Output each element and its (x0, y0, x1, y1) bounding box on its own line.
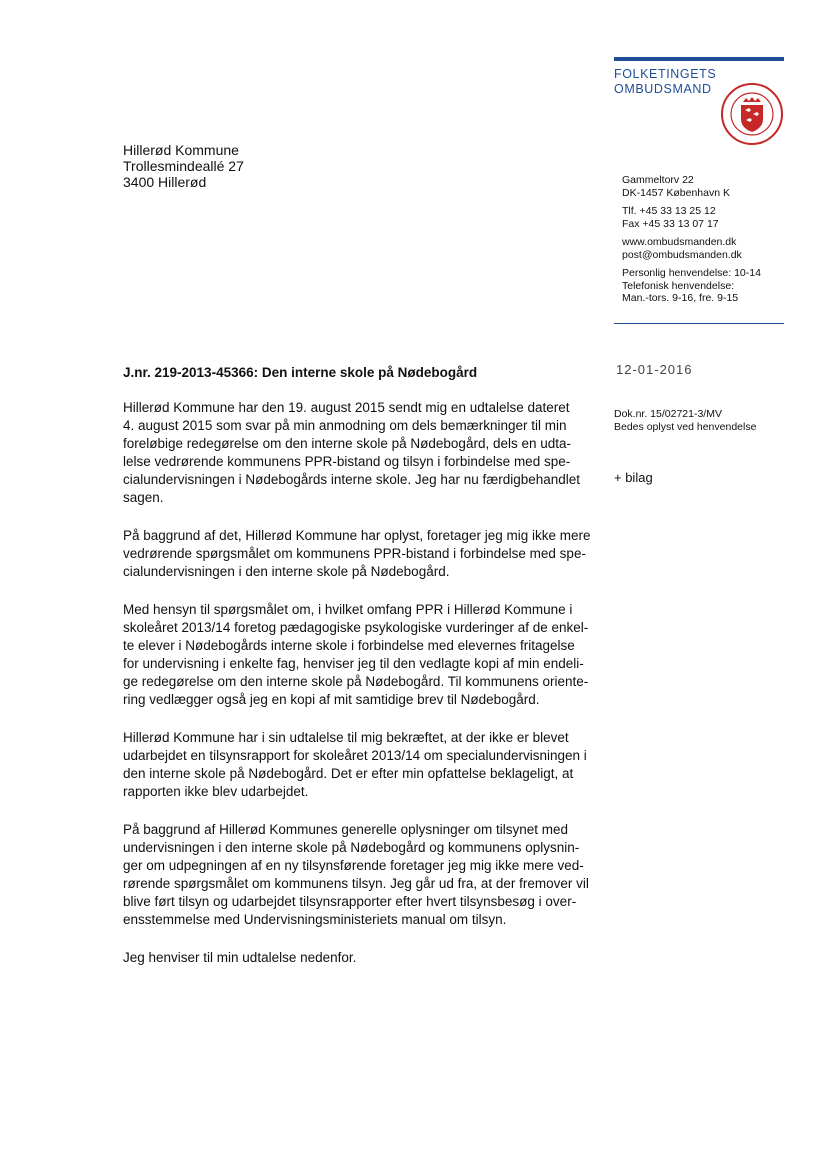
email-link[interactable]: post@ombudsmanden.dk (622, 248, 742, 261)
hours-line: Personlig henvendelse: 10-14 (622, 267, 761, 279)
doc-number: Dok.nr. 15/02721-3/MV (614, 408, 722, 420)
body-paragraph (123, 729, 587, 801)
sender-hours (622, 267, 761, 305)
paragraph-line: 4. august 2015 som svar på min anmodning om dels bemærkninger til min (123, 418, 567, 433)
paragraph-line: Med hensyn til spørgsmålet om, i hvilket omfang PPR i Hillerød Kommune i (123, 602, 573, 617)
paragraph-line: På baggrund af Hillerød Kommunes generelle oplysninger om tilsynet med (123, 822, 568, 837)
paragraph-line: undervisningen i den interne skole på Nødebogård og kommunens oplysnin- (123, 840, 580, 855)
subject-line: J.nr. 219-2013-45366: Den interne skole på Nødebogård (123, 365, 478, 380)
paragraph-line: På baggrund af det, Hillerød Kommune har oplyst, foretager jeg mig ikke mere (123, 528, 591, 543)
letter-date: 12-01-2016 (616, 362, 693, 377)
sender-web (622, 236, 761, 261)
paragraph-line: blive ført tilsyn og udarbejdet tilsynsrapporter efter hvert tilsynsbesøg i over- (123, 894, 577, 909)
hours-line: Telefonisk henvendelse: (622, 279, 735, 292)
paragraph-line: udarbejdet en tilsynsrapport for skoleåret 2013/14 om specialundervisningen i (123, 748, 587, 763)
paragraph-line: sagen. (123, 490, 164, 505)
sender-phone (622, 205, 761, 230)
paragraph-line: for undervisning i enkelte fag, henviser jeg til den vedlagte kopi af min endeli- (123, 656, 584, 671)
paragraph-line: Jeg henviser til min udtalelse nedenfor. (123, 950, 357, 965)
paragraph-line: den interne skole på Nødebogård. Det er efter min opfattelse beklageligt, at (123, 766, 574, 781)
hours-line: Man.-tors. 9-16, fre. 9-15 (622, 292, 739, 304)
paragraph-line: cialundervisningen i den interne skole på Nødebogård. (123, 564, 450, 579)
body-paragraph (123, 399, 583, 507)
doc-note: Bedes oplyst ved henvendelse (614, 421, 757, 433)
body-paragraph (123, 949, 583, 967)
paragraph-line: lelse vedrørende kommunens PPR-bistand og tilsyn i forbindelse med spe- (123, 454, 571, 469)
paragraph-line: skoleåret 2013/14 foretog pædagogiske psykologiske vurderinger af de enkel- (123, 620, 589, 635)
paragraph-line: vedrørende spørgsmålet om kommunens PPR-bistand i forbindelse med spe- (123, 546, 586, 561)
sender-address (622, 174, 761, 199)
address-line: DK-1457 København K (622, 186, 730, 199)
recipient-line: 3400 Hillerød (123, 174, 207, 190)
sender-contact (622, 174, 761, 311)
attachment-note: + bilag (614, 470, 653, 485)
body-paragraph (123, 527, 591, 581)
header-rule-top (614, 57, 784, 61)
paragraph-line: te elever i Nødebogårds interne skole i forbindelse med elevernes fritagelse (123, 638, 575, 653)
body-paragraph (123, 821, 589, 929)
paragraph-line: ring vedlægger også jeg en kopi af mit samtidige brev til Nødebogård. (123, 692, 540, 707)
paragraph-line: ge redegørelse om den interne skole på Nødebogård. Til kommunens oriente- (123, 674, 589, 689)
body-paragraph (123, 601, 589, 709)
seal-logo (720, 82, 784, 146)
document-reference (614, 408, 756, 434)
website-link[interactable]: www.ombudsmanden.dk (622, 236, 737, 248)
phone-line: Tlf. +45 33 13 25 12 (622, 205, 716, 217)
address-line: Gammeltorv 22 (622, 174, 694, 186)
paragraph-line: foreløbige redegørelse om den interne skole på Nødebogård, dels en udta- (123, 436, 572, 451)
recipient-line: Hillerød Kommune (123, 142, 239, 158)
paragraph-line: Hillerød Kommune har i sin udtalelse til mig bekræftet, at der ikke er blevet (123, 730, 569, 745)
sender-name (614, 67, 716, 97)
paragraph-line: ensstemmelse med Undervisningsministeriets manual om tilsyn. (123, 912, 507, 927)
paragraph-line: rørende spørgsmålet om kommunens tilsyn. Jeg går ud fra, at der fremover vil (123, 876, 589, 891)
sender-name-line1: FOLKETINGETS (614, 67, 717, 81)
sender-name-line2: OMBUDSMAND (614, 82, 712, 96)
letter-body (123, 399, 591, 987)
paragraph-line: Hillerød Kommune har den 19. august 2015 sendt mig en udtalelse dateret (123, 400, 570, 415)
recipient-line: Trollesmindeallé 27 (123, 158, 244, 174)
fax-line: Fax +45 33 13 07 17 (622, 217, 719, 230)
recipient-address (123, 142, 244, 190)
paragraph-line: cialundervisningen i Nødebogårds interne skole. Jeg har nu færdigbehandlet (123, 472, 581, 487)
header-rule-bottom (614, 323, 784, 324)
paragraph-line: rapporten ikke blev udarbejdet. (123, 784, 309, 799)
paragraph-line: ger om udpegningen af en ny tilsynsførende foretager jeg mig ikke mere ved- (123, 858, 584, 873)
